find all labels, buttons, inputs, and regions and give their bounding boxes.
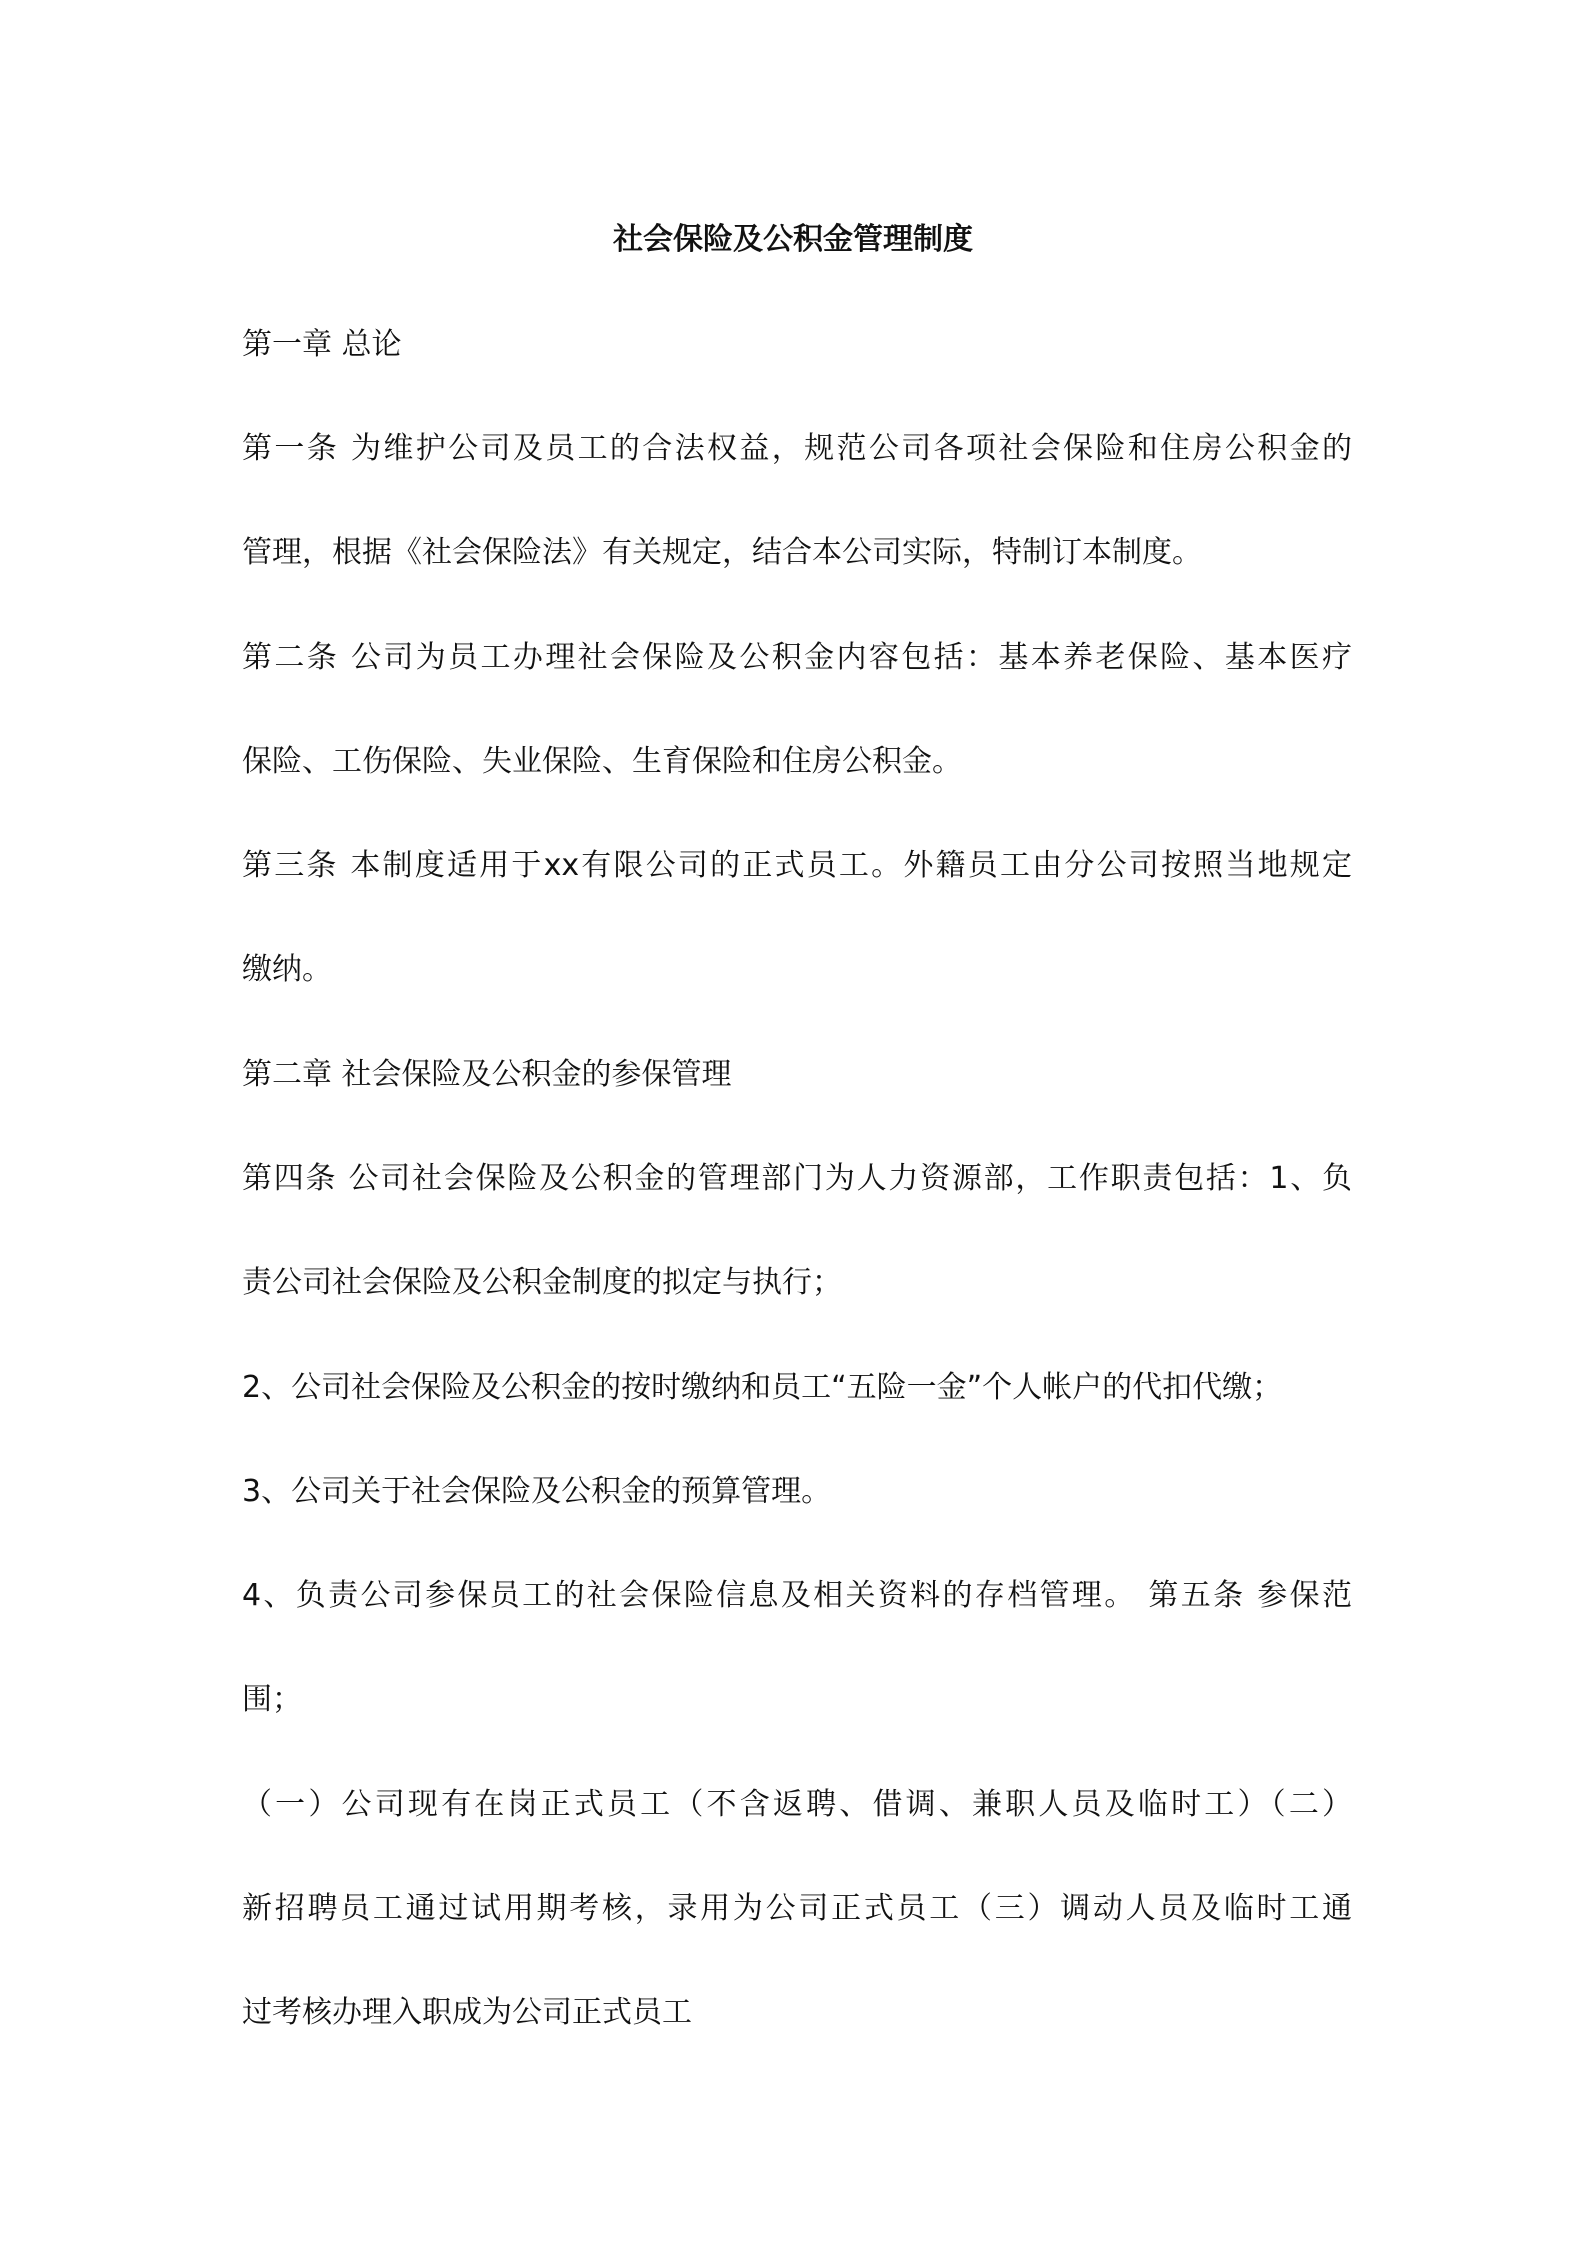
scope-line-1: （一）公司现有在岗正式员工（不含返聘、借调、兼职人员及临时工）（二） — [242, 1787, 1352, 1822]
article-3-line-1: 第三条 本制度适用于xx有限公司的正式员工。外籍员工由分公司按照当地规定 — [242, 848, 1352, 883]
duty-item-4-line-2: 围； — [242, 1682, 302, 1717]
article-2-line-1: 第二条 公司为员工办理社会保险及公积金内容包括：基本养老保险、基本医疗 — [242, 640, 1352, 675]
article-1-line-1: 第一条 为维护公司及员工的合法权益，规范公司各项社会保险和住房公积金的 — [242, 431, 1352, 466]
duty-item-3: 3、公司关于社会保险及公积金的预算管理。 — [242, 1474, 832, 1509]
scope-line-2: 新招聘员工通过试用期考核，录用为公司正式员工（三）调动人员及临时工通 — [242, 1891, 1352, 1926]
duty-item-4-line-1: 4、负责公司参保员工的社会保险信息及相关资料的存档管理。 第五条 参保范 — [242, 1578, 1352, 1613]
article-1-line-2: 管理，根据《社会保险法》有关规定，结合本公司实际，特制订本制度。 — [242, 535, 1202, 570]
duty-item-2: 2、公司社会保险及公积金的按时缴纳和员工“五险一金”个人帐户的代扣代缴； — [242, 1370, 1283, 1405]
chapter-2-heading: 第二章 社会保险及公积金的参保管理 — [242, 1057, 732, 1092]
article-4-line-2: 责公司社会保险及公积金制度的拟定与执行； — [242, 1265, 842, 1300]
article-2-line-2: 保险、工伤保险、失业保险、生育保险和住房公积金。 — [242, 744, 962, 779]
article-4-line-1: 第四条 公司社会保险及公积金的管理部门为人力资源部，工作职责包括：1、负 — [242, 1161, 1352, 1196]
scope-line-3: 过考核办理入职成为公司正式员工 — [242, 1995, 692, 2030]
article-3-line-2: 缴纳。 — [242, 952, 332, 987]
chapter-1-heading: 第一章 总论 — [242, 327, 402, 362]
document-title: 社会保险及公积金管理制度 — [613, 222, 973, 257]
